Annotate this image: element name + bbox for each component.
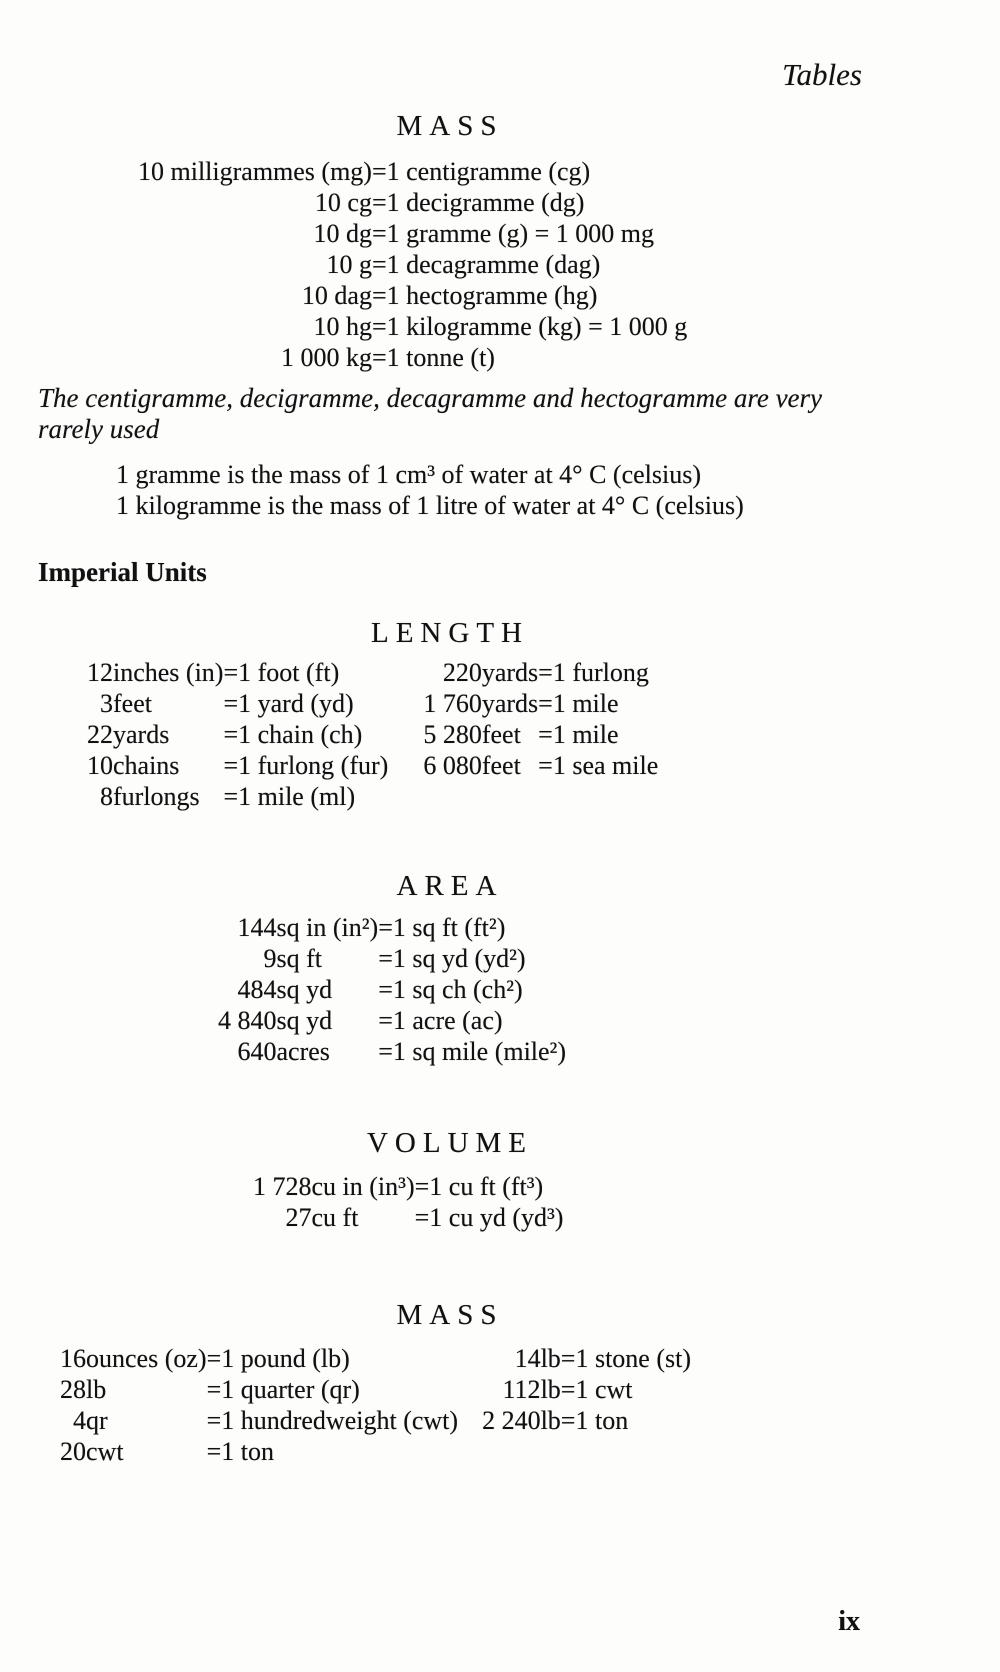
quantity-number: 6 080 [423,751,482,780]
conversion-result: 1 chain (ch) [238,720,363,749]
table-row [60,1343,458,1374]
quantity-unit: qr [86,1406,108,1435]
table-row [423,657,658,688]
imperial-mass-table-left [60,1343,458,1467]
section-title-imperial-mass: MASS [396,1299,504,1331]
table-row [87,719,388,750]
quantity-unit: yards [481,658,539,687]
quantity-number: 14 [514,1344,541,1373]
table-row [138,311,687,342]
quantity-unit: yards [481,689,539,718]
conversion-result: 1 furlong [552,658,649,687]
imperial-mass-tables [60,1343,862,1467]
table-row [87,750,388,781]
conversion-result: 1 mile (ml) [238,782,356,811]
conversion-result: 1 hectogramme (hg) [386,281,598,310]
table-row [138,187,687,218]
quantity: 10 hg [313,312,372,341]
quantity-unit: lb [86,1375,107,1404]
equals-sign: = [371,219,387,248]
rarely-used-note: The centigramme, decigramme, decagramme and hectogramme are very rarely used [38,383,823,444]
volume-table [253,1171,563,1233]
quantity-number: 640 [237,1037,277,1066]
equals-sign: = [223,720,239,749]
quantity-unit: acres [276,1037,330,1066]
equals-sign: = [560,1344,576,1373]
equals-sign: = [223,689,239,718]
conversion-result: 1 yard (yd) [238,689,354,718]
table-row [423,750,658,781]
conversion-result: 1 sq ft (ft²) [392,913,506,942]
conversion-result: 1 mile [552,720,619,749]
table-row [218,1005,566,1036]
table-row [423,688,658,719]
conversion-result: 1 foot (ft) [238,658,340,687]
conversion-result: 1 sq mile (mile²) [392,1037,567,1066]
equals-sign: = [378,1006,393,1035]
table-row [138,249,687,280]
equals-sign: = [371,343,387,372]
quantity-number: 5 280 [423,720,482,749]
section-title-volume: VOLUME [366,1127,534,1159]
table-row [60,1405,458,1436]
quantity-unit: yards [113,720,170,749]
equals-sign: = [206,1406,222,1435]
quantity-number: 1 728 [253,1172,312,1201]
quantity-number: 4 [73,1406,86,1435]
conversion-result: 1 stone (st) [575,1344,692,1373]
table-row [138,218,687,249]
section-title-length: LENGTH [371,617,529,649]
conversion-result: 1 ton [575,1406,629,1435]
quantity-number: 22 [87,720,113,749]
quantity-unit: sq yd [276,1006,333,1035]
quantity: 10 dg [313,219,372,248]
equals-sign: = [223,782,239,811]
equals-sign: = [371,157,387,186]
equals-sign: = [371,188,387,217]
conversion-result: 1 sq ch (ch²) [392,975,523,1004]
table-row [218,943,566,974]
equals-sign: = [378,1037,393,1066]
table-row [60,1436,458,1467]
equals-sign: = [206,1344,222,1373]
gramme-definition: 1 gramme is the mass of 1 cm³ of water at 4° C (celsius) [116,460,701,489]
quantity-number: 10 [87,751,113,780]
quantity-unit: feet [113,689,152,718]
quantity-number: 112 [502,1375,541,1404]
equals-sign: = [378,913,393,942]
quantity-unit: lb [540,1344,561,1373]
conversion-result: 1 hundredweight (cwt) [221,1406,459,1435]
table-row [138,156,687,187]
quantity-unit: ounces (oz) [86,1344,207,1373]
equals-sign: = [378,975,393,1004]
page-content [38,0,862,1467]
quantity-number: 4 840 [218,1006,277,1035]
equals-sign: = [206,1437,222,1466]
quantity-number: 220 [442,658,482,687]
table-row [218,974,566,1005]
equals-sign: = [414,1172,430,1201]
conversion-result: 1 decagramme (dag) [386,250,601,279]
table-row [253,1202,563,1233]
length-tables [87,657,862,812]
table-row [87,781,388,812]
conversion-result: 1 gramme (g) = 1 000 mg [386,219,655,248]
quantity-unit: chains [113,751,180,780]
quantity-number: 20 [60,1437,86,1466]
equals-sign: = [371,281,387,310]
equals-sign: = [378,944,393,973]
quantity-number: 1 760 [423,689,482,718]
equals-sign: = [371,312,387,341]
quantity: 10 cg [314,188,372,217]
table-row [482,1343,691,1374]
table-row [138,342,687,373]
conversion-result: 1 tonne (t) [386,343,495,372]
conversion-result: 1 quarter (qr) [221,1375,360,1404]
length-table-left [87,657,388,812]
equals-sign: = [560,1406,576,1435]
quantity-number: 27 [285,1203,312,1232]
conversion-result: 1 cwt [575,1375,633,1404]
quantity: 1 000 kg [280,343,372,372]
table-row [423,719,658,750]
table-row [218,1036,566,1067]
quantity-unit: cu ft [311,1203,359,1232]
equals-sign: = [371,250,387,279]
quantity-number: 3 [100,689,113,718]
equals-sign: = [223,658,239,687]
quantity-unit: lb [540,1406,561,1435]
section-title-area: AREA [396,870,504,902]
quantity-number: 8 [100,782,113,811]
table-row [60,1374,458,1405]
definition-notes [116,459,862,521]
table-row [253,1171,563,1202]
conversion-result: 1 centigramme (cg) [386,157,591,186]
quantity-number: 2 240 [482,1406,541,1435]
equals-sign: = [538,720,553,749]
conversion-result: 1 sq yd (yd²) [392,944,526,973]
length-table-right [423,657,658,781]
equals-sign: = [560,1375,576,1404]
table-row [87,657,388,688]
quantity-unit: feet [481,751,521,780]
quantity-number: 144 [237,913,277,942]
conversion-result: 1 sea mile [552,751,659,780]
quantity-number: 484 [237,975,277,1004]
equals-sign: = [538,689,553,718]
conversion-result: 1 acre (ac) [392,1006,503,1035]
quantity-unit: sq yd [276,975,333,1004]
page-number: ix [838,1606,860,1637]
running-head: Tables [782,57,862,92]
conversion-result: 1 pound (lb) [221,1344,350,1373]
conversion-result: 1 cu yd (yd³) [429,1203,564,1232]
equals-sign: = [538,658,553,687]
section-title-metric-mass: MASS [396,110,504,142]
quantity-unit: feet [481,720,521,749]
imperial-units-heading: Imperial Units [38,557,207,587]
quantity-unit: lb [540,1375,561,1404]
quantity-unit: cwt [86,1437,124,1466]
conversion-result: 1 kilogramme (kg) = 1 000 g [386,312,688,341]
conversion-result: 1 ton [221,1437,274,1466]
table-row [482,1405,691,1436]
quantity-unit: furlongs [113,782,200,811]
table-row [218,912,566,943]
quantity-unit: cu in (in³) [311,1172,415,1201]
quantity: 10 milligrammes (mg) [138,157,372,186]
quantity-unit: inches (in) [113,658,224,687]
table-row [482,1374,691,1405]
equals-sign: = [538,751,553,780]
quantity-number: 9 [263,944,277,973]
imperial-mass-table-right [482,1343,691,1436]
table-row [138,280,687,311]
conversion-result: 1 cu ft (ft³) [429,1172,544,1201]
quantity: 10 g [326,250,372,279]
quantity-unit: sq ft [276,944,322,973]
quantity: 10 dag [301,281,372,310]
quantity-number: 12 [87,658,113,687]
area-table [218,912,566,1067]
kilogramme-definition: 1 kilogramme is the mass of 1 litre of water at 4° C (celsius) [116,491,744,520]
conversion-result: 1 mile [552,689,619,718]
equals-sign: = [206,1375,222,1404]
quantity-number: 28 [60,1375,86,1404]
conversion-result: 1 furlong (fur) [238,751,389,780]
conversion-result: 1 decigramme (dg) [386,188,585,217]
metric-mass-table [138,156,687,373]
table-row [87,688,388,719]
quantity-unit: sq in (in²) [276,913,379,942]
equals-sign: = [414,1203,430,1232]
equals-sign: = [223,751,239,780]
quantity-number: 16 [60,1344,86,1373]
